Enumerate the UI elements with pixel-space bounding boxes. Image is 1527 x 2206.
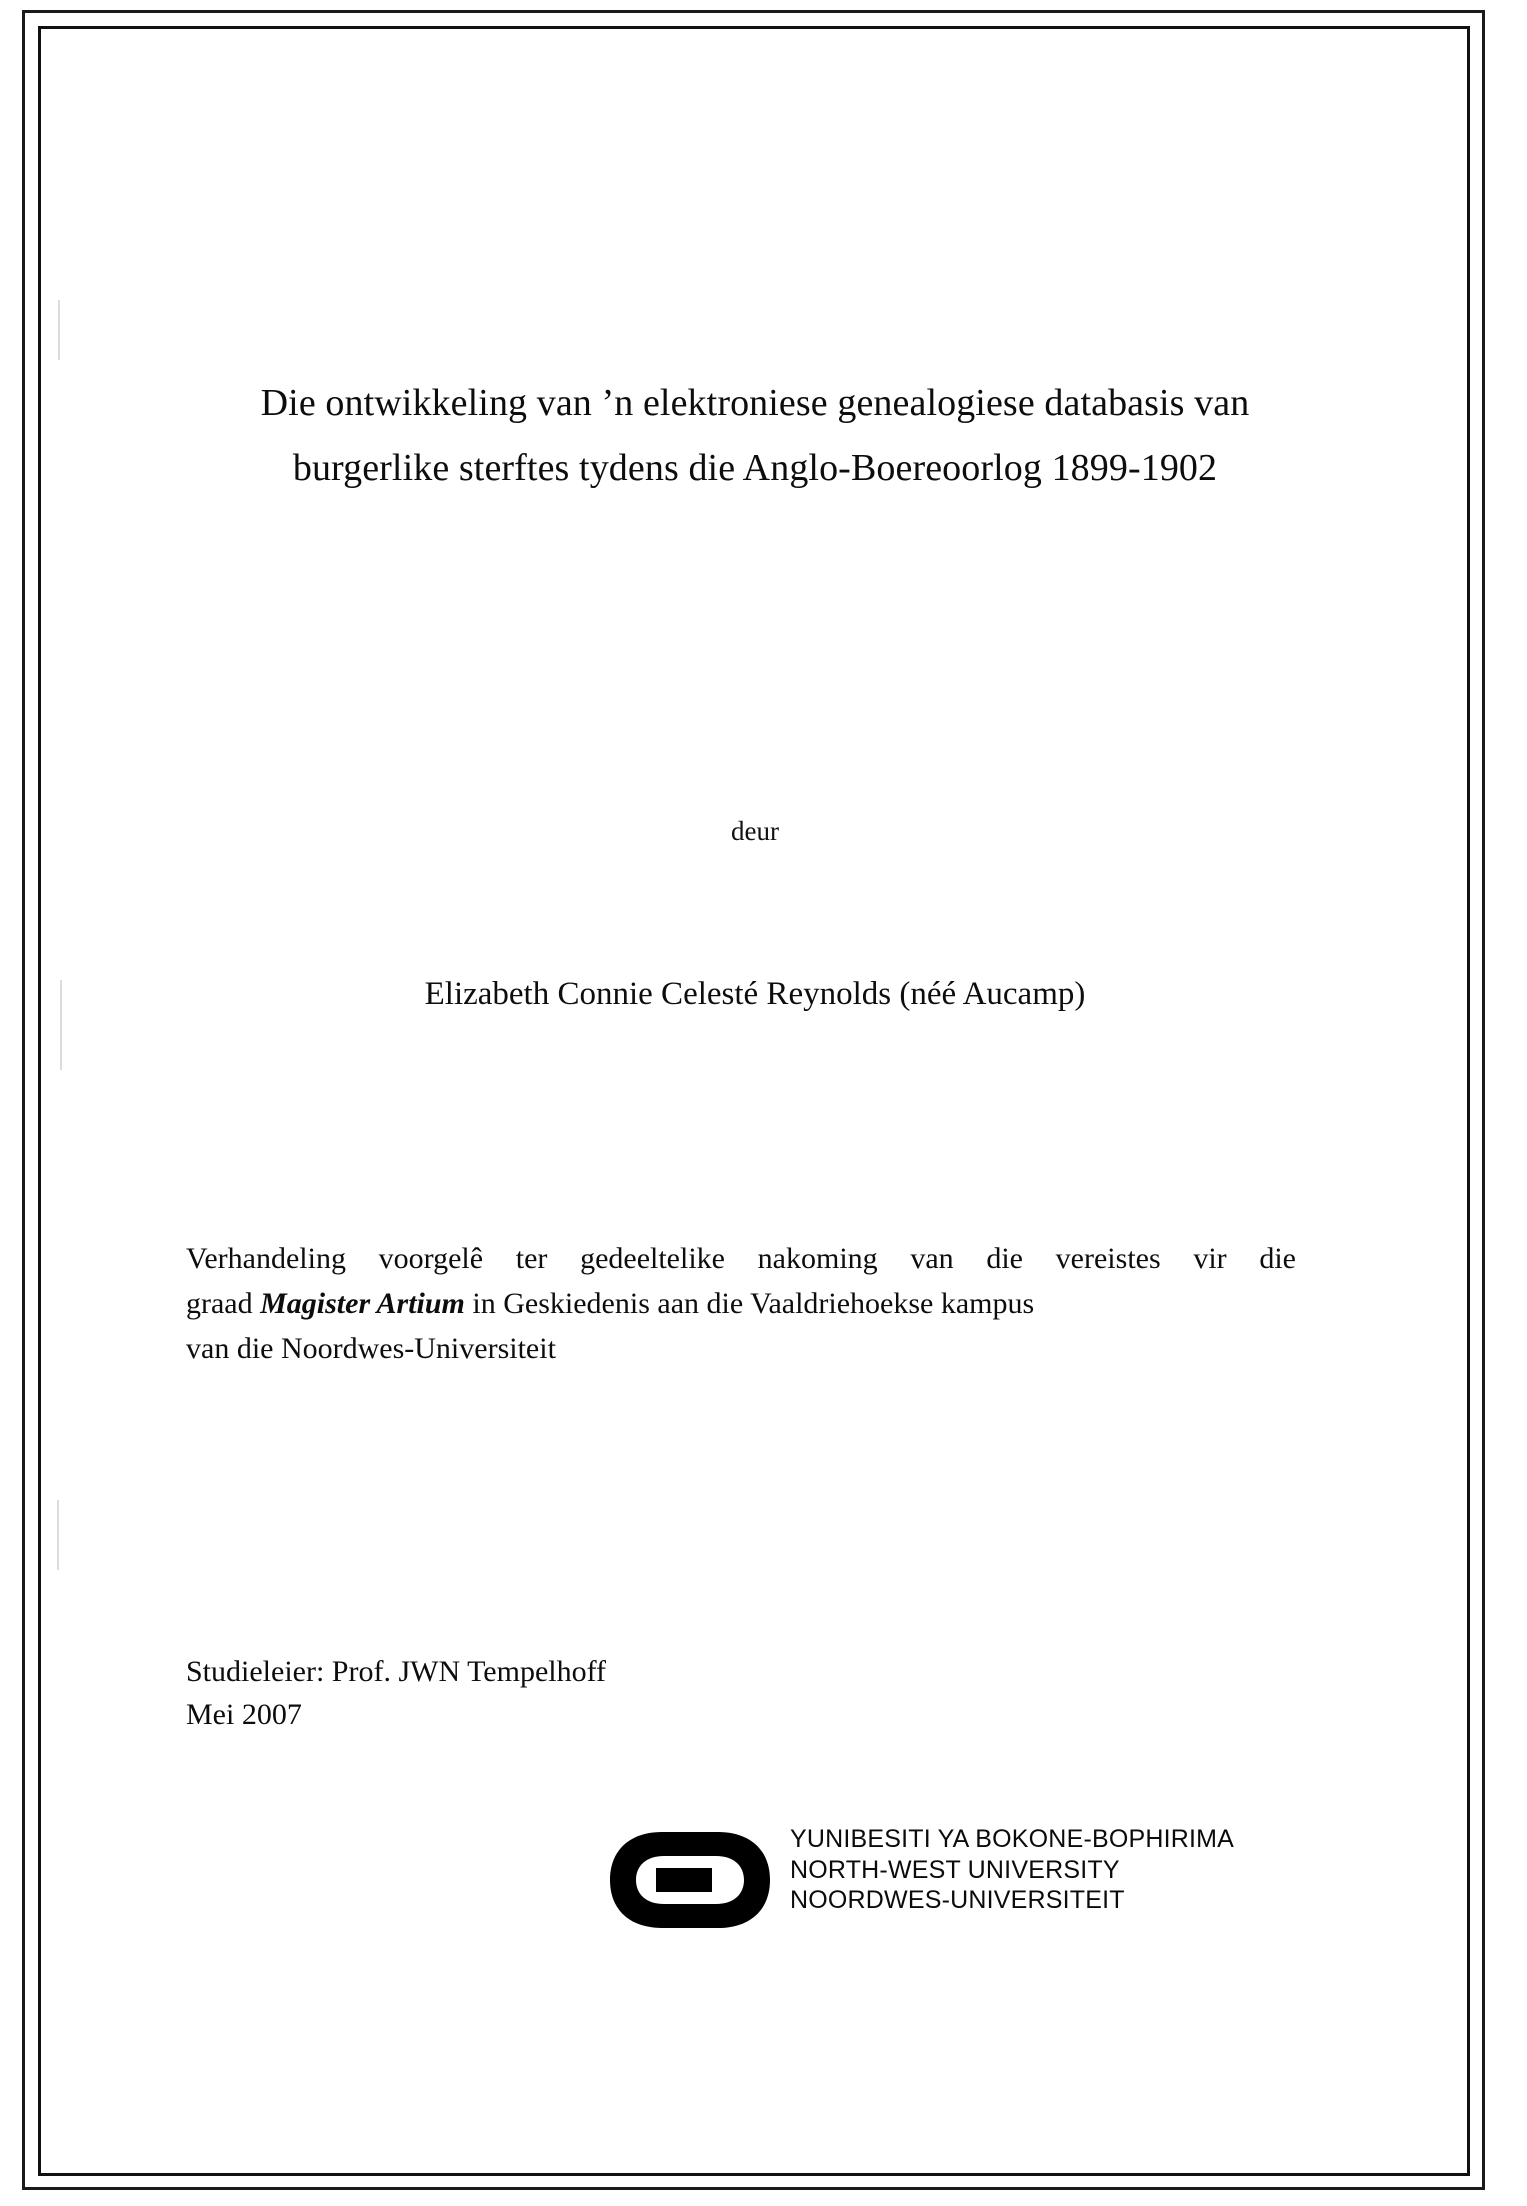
scan-speckle bbox=[57, 1500, 59, 1570]
logo-text-line-1: YUNIBESITI YA BOKONE-BOPHIRIMA bbox=[790, 1825, 1235, 1853]
degree-statement-line-2 bbox=[186, 1281, 1296, 1326]
north-west-university-logo-icon bbox=[600, 1824, 780, 1936]
university-logo-text bbox=[790, 1824, 1234, 1916]
degree-statement-line-3: van die Noordwes-Universiteit bbox=[186, 1332, 556, 1365]
page-content bbox=[150, 26, 1350, 2176]
degree-name: Magister Artium bbox=[260, 1287, 465, 1320]
statement-text-before: graad bbox=[186, 1287, 261, 1320]
supervisor-block bbox=[186, 1651, 1186, 1736]
scan-speckle bbox=[60, 980, 62, 1070]
degree-statement-line-1: Verhandeling voorgelê ter gedeeltelike nakoming van die vereistes vir die bbox=[186, 1242, 1296, 1275]
university-logo-block bbox=[480, 1816, 1235, 1956]
statement-text-after: in Geskiedenis aan die Vaaldriehoekse kampus bbox=[464, 1287, 1035, 1320]
author-name: Elizabeth Connie Celesté Reynolds (néé Aucamp) bbox=[424, 976, 1086, 1012]
title-line-2: burgerlike sterftes tydens die Anglo-Boereoorlog 1899-1902 bbox=[292, 447, 1218, 490]
supervisor-line: Studieleier: Prof. JWN Tempelhoff bbox=[186, 1655, 607, 1688]
logo-text-line-3: NOORDWES-UNIVERSITEIT bbox=[790, 1886, 1125, 1914]
date-line: Mei 2007 bbox=[186, 1697, 302, 1731]
scan-speckle bbox=[58, 300, 60, 360]
page-title bbox=[180, 371, 1330, 502]
by-label: deur bbox=[731, 816, 779, 846]
logo-text-line-2: NORTH-WEST UNIVERSITY bbox=[790, 1855, 1120, 1884]
degree-statement bbox=[186, 1236, 1296, 1371]
title-line-1: Die ontwikkeling van ’n elektroniese genealogiese databasis van bbox=[260, 382, 1250, 424]
